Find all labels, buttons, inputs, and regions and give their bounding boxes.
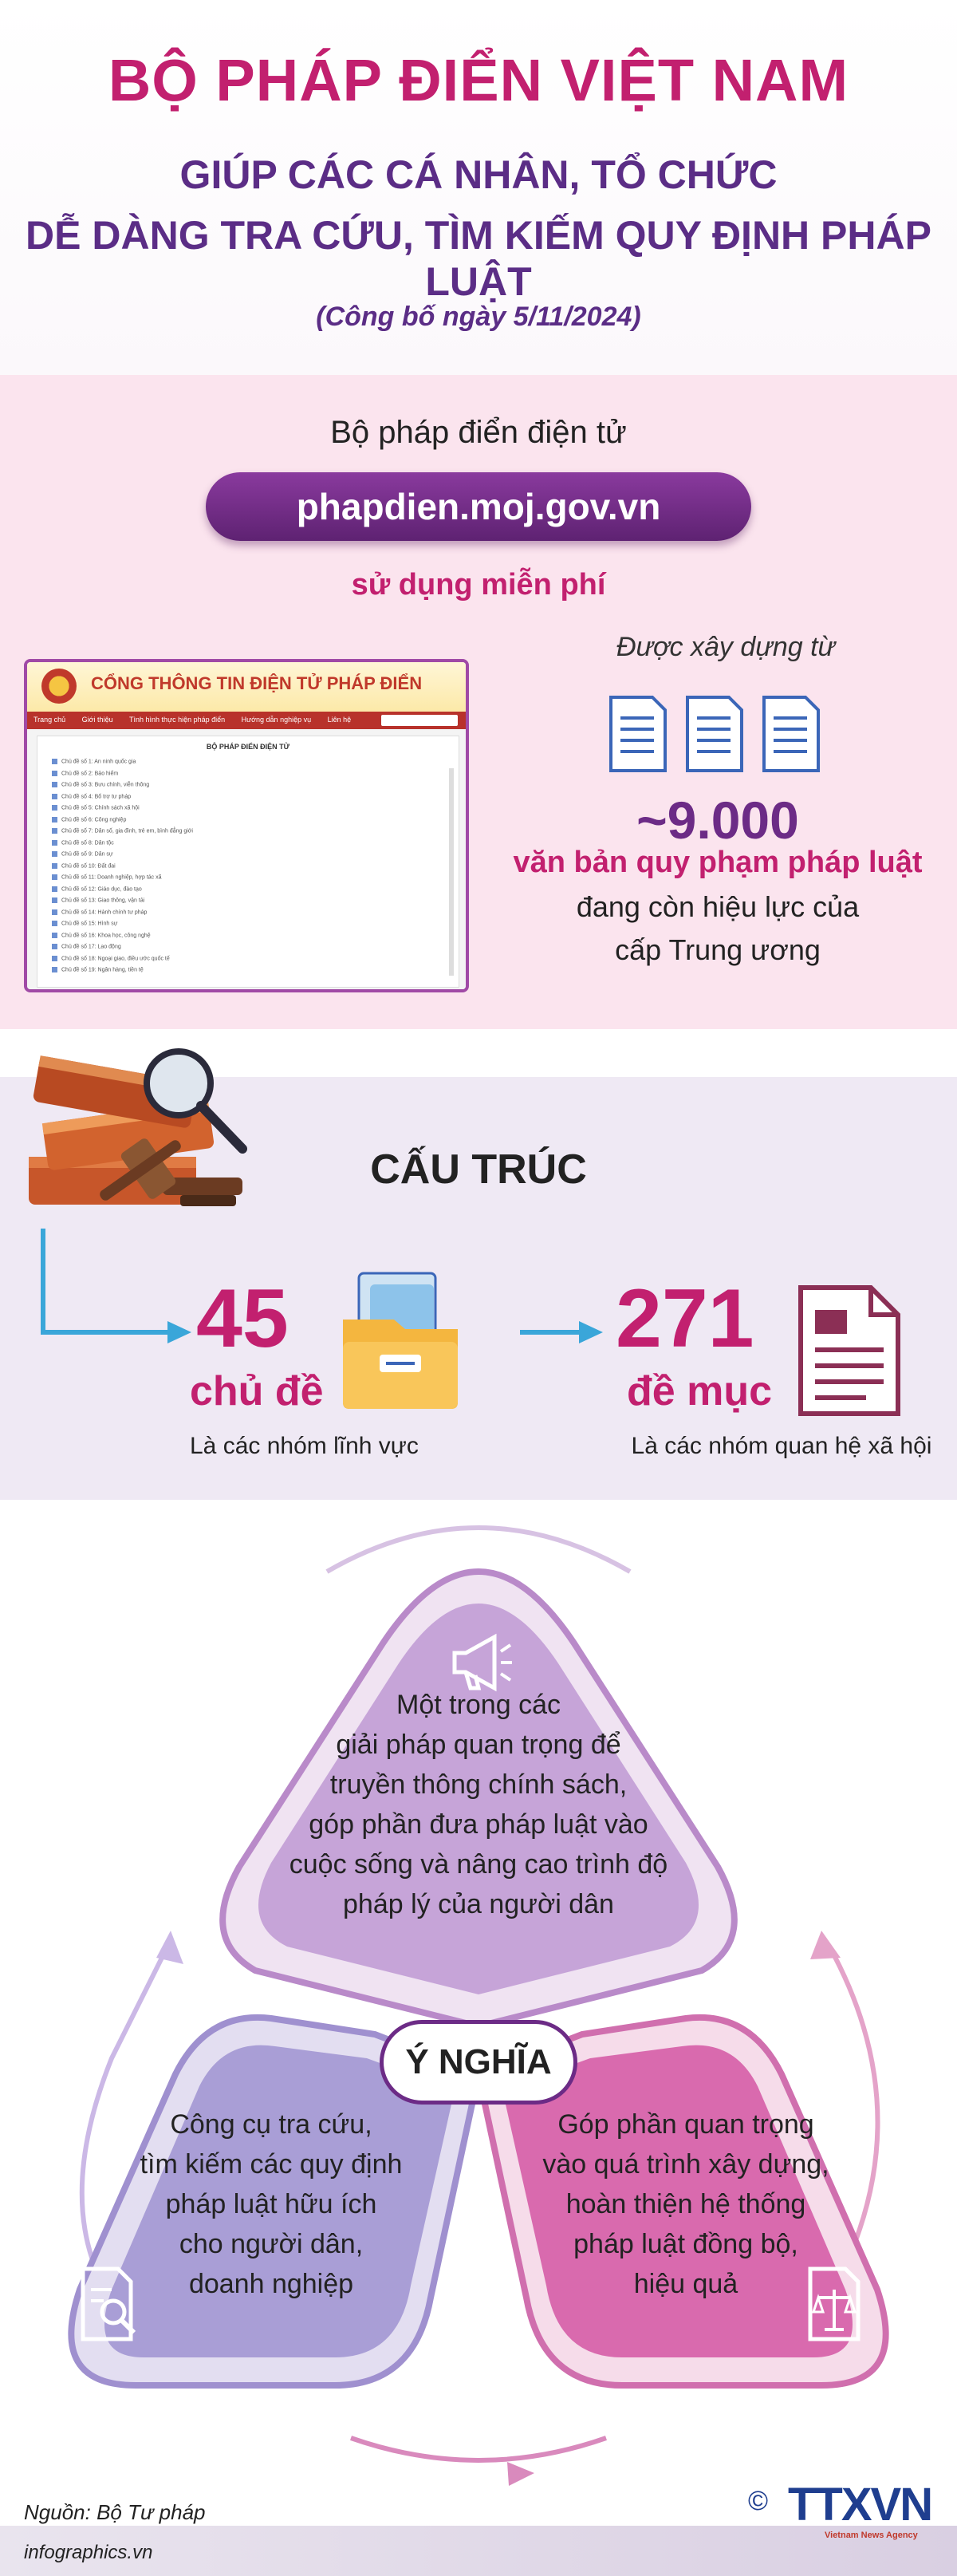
arrow-right-icon [167, 1321, 191, 1343]
portal-scrollbar [449, 768, 454, 976]
meaning-right-line: pháp luật đồng bộ, [573, 2229, 798, 2259]
law-books-gavel-icon [21, 1037, 260, 1237]
documents-line2: đang còn hiệu lực của [576, 890, 860, 923]
meaning-diagram [0, 1500, 957, 2489]
website-screenshot [24, 659, 469, 992]
page-title: BỘ PHÁP ĐIỂN VIỆT NAM [108, 47, 849, 113]
documents-type: văn bản quy phạm pháp luật [513, 846, 923, 879]
portal-page-heading: BỘ PHÁP ĐIỂN ĐIỆN TỬ [206, 743, 290, 751]
documents-count: ~9.000 [636, 791, 799, 850]
portal-topic-row: Chủ đề số 5: Chính sách xã hội [52, 805, 140, 813]
portal-topic-row: Chủ đề số 10: Đất đai [52, 863, 116, 871]
meaning-left-line: Công cụ tra cứu, [170, 2109, 372, 2140]
meaning-right-line: vào quá trình xây dựng, [542, 2149, 829, 2180]
portal-topic-row: Chủ đề số 17: Lao động [52, 944, 121, 952]
publish-date: (Công bố ngày 5/11/2024) [316, 302, 641, 332]
portal-nav-item: Liên hệ [327, 716, 352, 724]
built-from-label: Được xây dựng từ [616, 632, 836, 662]
portal-topic-row: Chủ đề số 3: Bưu chính, viễn thông [52, 782, 149, 790]
meaning-right-line: hoàn thiện hệ thống [565, 2189, 806, 2219]
page-subtitle-line2: DỄ DÀNG TRA CỨU, TÌM KIẾM QUY ĐỊNH PHÁP LUẬT [26, 213, 931, 304]
portal-topic-row: Chủ đề số 12: Giáo dục, đào tạo [52, 886, 142, 894]
meaning-left-line: doanh nghiệp [188, 2269, 354, 2299]
ttxvn-logo-subtitle: Vietnam News Agency [825, 2531, 918, 2540]
meaning-left-line: tìm kiếm các quy định [140, 2149, 403, 2180]
meaning-right-line: Góp phần quan trọng [557, 2109, 814, 2140]
meaning-right-line: hiệu quả [633, 2269, 738, 2299]
portal-topic-row: Chủ đề số 11: Doanh nghiệp, hợp tác xã [52, 874, 162, 882]
items-description: Là các nhóm quan hệ xã hội [631, 1433, 932, 1459]
document-icon [611, 697, 665, 771]
meaning-center-badge: Ý NGHĨA [380, 2020, 577, 2105]
portal-topic-row: Chủ đề số 9: Dân sự [52, 851, 113, 859]
meaning-top-line: giải pháp quan trọng để [336, 1730, 621, 1760]
portal-topic-row: Chủ đề số 2: Bảo hiểm [52, 771, 118, 779]
ttxvn-logo: TTXVN [788, 2479, 932, 2531]
meaning-top-line: góp phần đưa pháp luật vào [309, 1809, 648, 1840]
portal-search-input [381, 715, 458, 726]
topics-count: 45 [196, 1272, 289, 1365]
portal-topic-row: Chủ đề số 13: Giao thông, vận tải [52, 897, 144, 905]
portal-topic-row: Chủ đề số 6: Công nghiệp [52, 817, 126, 825]
electronic-code-label: Bộ pháp điển điện tử [330, 415, 627, 450]
meaning-left-line: cho người dân, [179, 2229, 364, 2259]
portal-topic-row: Chủ đề số 7: Dân số, gia đình, trẻ em, bình đẳng giới [52, 828, 193, 836]
portal-topic-row: Chủ đề số 1: An ninh quốc gia [52, 759, 136, 767]
portal-nav-item: Tình hình thực hiện pháp điển [129, 716, 226, 724]
structure-title: CẤU TRÚC [370, 1146, 587, 1193]
national-emblem-icon [41, 669, 77, 704]
footer-site-link[interactable]: infographics.vn [24, 2542, 153, 2563]
meaning-top-line: pháp lý của người dân [343, 1889, 614, 1919]
portal-topic-row: Chủ đề số 8: Dân tộc [52, 840, 114, 848]
report-document-icon [794, 1283, 906, 1418]
meaning-top-line: truyền thông chính sách, [329, 1769, 628, 1800]
arrow-right-icon [579, 1321, 603, 1343]
portal-page [37, 736, 459, 988]
portal-nav-item: Trang chủ [33, 716, 66, 724]
documents-icon-group [606, 694, 837, 774]
portal-topic-row: Chủ đề số 15: Hình sự [52, 921, 117, 929]
meaning-top-text [279, 1685, 678, 1924]
portal-nav-item: Giới thiệu [81, 716, 113, 724]
portal-title: CỔNG THÔNG TIN ĐIỆN TỬ PHÁP ĐIỂN [91, 673, 423, 693]
portal-topic-row: Chủ đề số 14: Hành chính tư pháp [52, 909, 147, 917]
portal-body [27, 729, 466, 992]
items-count: 271 [616, 1272, 754, 1365]
website-url-link[interactable]: phapdien.moj.gov.vn [206, 472, 751, 541]
topics-label: chủ đề [190, 1368, 324, 1414]
document-icon [764, 697, 818, 771]
documents-line3: cấp Trung ương [615, 933, 821, 966]
portal-topic-row: Chủ đề số 19: Ngân hàng, tiền tệ [52, 967, 144, 975]
items-label: đề mục [627, 1368, 773, 1414]
portal-nav-item: Hướng dẫn nghiệp vụ [241, 716, 312, 724]
meaning-top-line: Một trong các [396, 1690, 561, 1720]
meaning-right-text [526, 2105, 845, 2304]
meaning-left-text [112, 2105, 431, 2304]
document-icon [687, 697, 742, 771]
topics-description: Là các nhóm lĩnh vực [190, 1433, 419, 1459]
free-use-note: sử dụng miễn phí [351, 568, 606, 602]
arrow-left-icon [507, 2462, 534, 2486]
folder-icon [338, 1268, 466, 1412]
page-subtitle-line1: GIÚP CÁC CÁ NHÂN, TỔ CHỨC [179, 152, 778, 197]
copyright-icon: © [748, 2486, 769, 2516]
portal-header [27, 662, 466, 712]
portal-topic-row: Chủ đề số 4: Bổ trợ tư pháp [52, 794, 131, 802]
structure-flow-arrows [32, 1229, 909, 1372]
meaning-top-line: cuộc sống và nâng cao trình độ [289, 1849, 668, 1880]
source-note: Nguồn: Bộ Tư pháp [24, 2500, 206, 2524]
meaning-left-line: pháp luật hữu ích [165, 2189, 377, 2219]
portal-topic-row: Chủ đề số 16: Khoa học, công nghệ [52, 933, 151, 941]
portal-topic-row: Chủ đề số 18: Ngoại giao, điều ước quốc tế [52, 956, 170, 964]
arrow-up-icon [810, 1931, 841, 1959]
